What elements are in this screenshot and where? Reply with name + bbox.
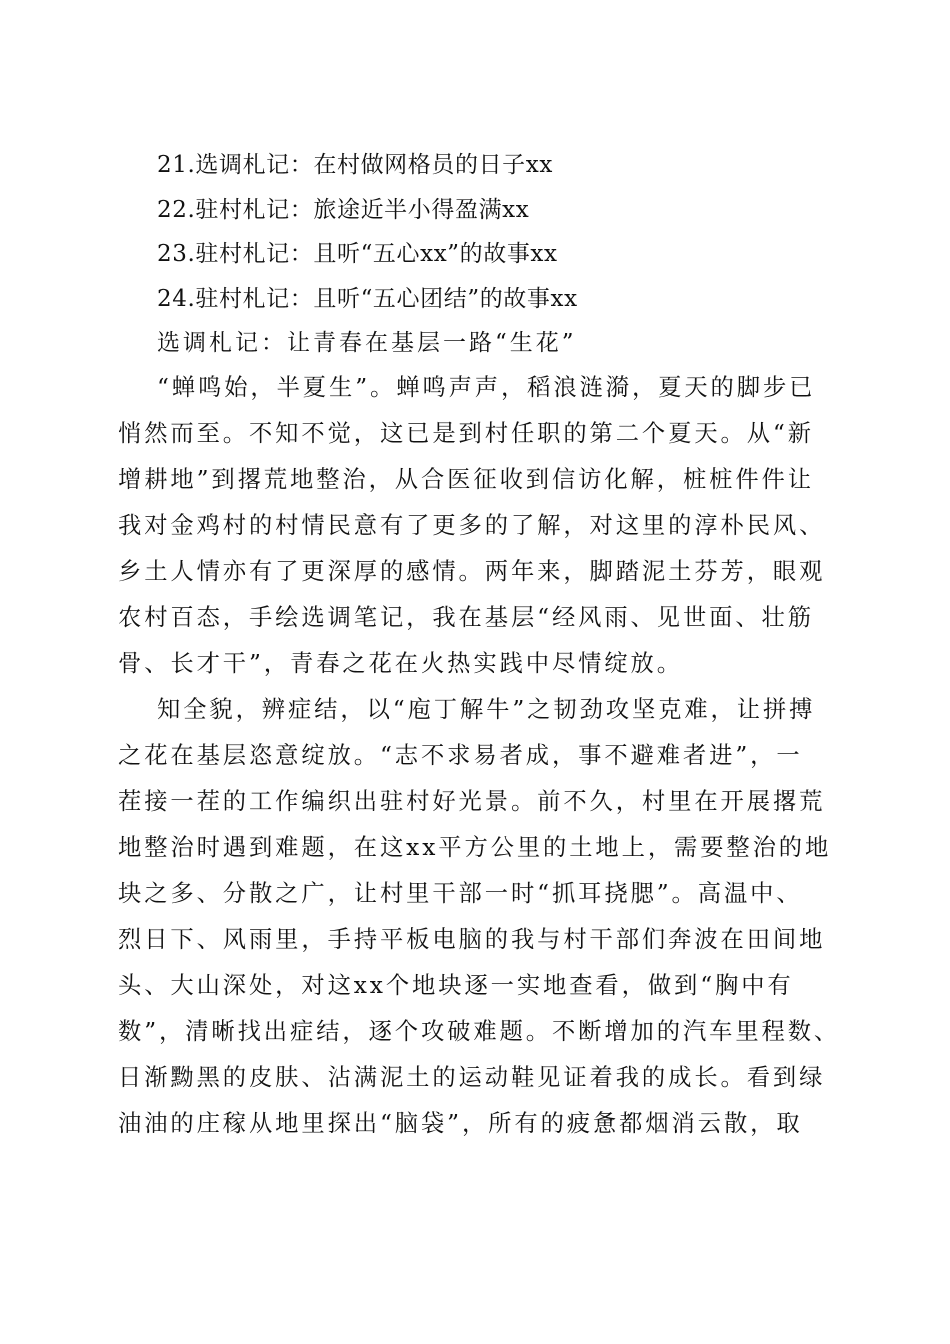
toc-item: 21.选调札记：在村做网格员的日子xx: [157, 152, 553, 178]
body-line: 乡土人情亦有了更深厚的感情。两年来，脚踏泥土芬芳，眼观: [118, 558, 826, 585]
body-line: “蝉鸣始，半夏生”。蝉鸣声声，稻浪涟漪，夏天的脚步已: [157, 374, 816, 401]
body-line: 块之多、分散之广，让村里干部一时“抓耳挠腮”。高温中、: [118, 880, 803, 907]
body-line: 头、大山深处，对这xx个地块逐一实地查看，做到“胸中有: [118, 972, 794, 999]
body-line: 之花在基层恣意绽放。“志不求易者成，事不避难者进”，一: [118, 742, 803, 769]
toc-item: 24.驻村札记：且听“五心团结”的故事xx: [157, 285, 578, 312]
body-line: 数”，清晰找出症结，逐个攻破难题。不断增加的汽车里程数、: [118, 1018, 841, 1045]
body-line: 地整治时遇到难题，在这xx平方公里的土地上，需要整治的地: [118, 834, 832, 861]
body-line: 我对金鸡村的村情民意有了更多的了解，对这里的淳朴民风、: [118, 512, 826, 539]
body-line: 油油的庄稼从地里探出“脑袋”，所有的疲惫都烟消云散，取: [118, 1110, 803, 1137]
article-body: [118, 365, 841, 1147]
body-line: 农村百态，手绘选调笔记，我在基层“经风雨、见世面、壮筋: [118, 604, 814, 631]
body-line: 增耕地”到撂荒地整治，从合医征收到信访化解，桩桩件件让: [118, 466, 814, 493]
body-line: 烈日下、风雨里，手持平板电脑的我与村干部们奔波在田间地: [118, 926, 826, 953]
toc-item: 22.驻村札记：旅途近半小得盈满xx: [157, 196, 530, 223]
body-line: 知全貌，辨症结，以“庖丁解牛”之韧劲攻坚克难，让拼搏: [157, 696, 816, 723]
toc-list: [157, 143, 857, 321]
toc-item: 23.驻村札记：且听“五心xx”的故事xx: [157, 241, 558, 267]
body-line: 茬接一茬的工作编织出驻村好光景。前不久，村里在开展撂荒: [118, 788, 826, 815]
body-line: 悄然而至。不知不觉，这已是到村任职的第二个夏天。从“新: [118, 420, 814, 447]
body-line: 日渐黝黑的皮肤、沾满泥土的运动鞋见证着我的成长。看到绿: [118, 1064, 826, 1091]
body-line: 骨、长才干”，青春之花在火热实践中尽情绽放。: [118, 650, 683, 677]
article-title: 选调札记：让青春在基层一路“生花”: [157, 330, 577, 356]
